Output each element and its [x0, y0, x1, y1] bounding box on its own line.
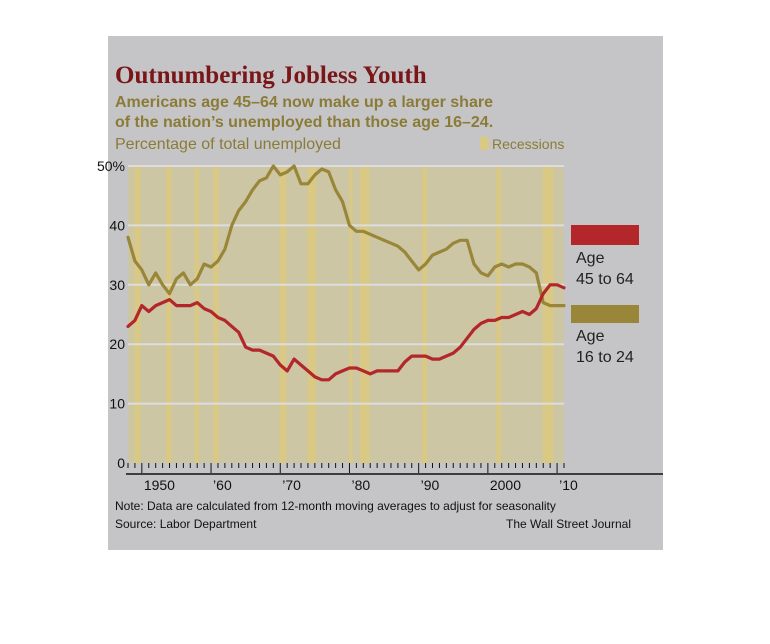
x-tick-label: ’10 [559, 477, 578, 493]
recession-band-1 [166, 166, 172, 463]
chart-subtitle-line2: of the nation’s unemployed than those age 16–24. [115, 114, 494, 131]
recession-band-8 [422, 166, 427, 463]
recession-band-6 [349, 166, 352, 463]
chart-source: Source: Labor Department [115, 517, 257, 531]
chart-credit: The Wall Street Journal [506, 517, 631, 531]
y-tick-label: 50% [96, 158, 125, 174]
legend-label-age-45-64-line2: 45 to 64 [576, 271, 634, 288]
recession-band-10 [543, 166, 554, 463]
legend-swatch-age-16-24 [571, 305, 639, 323]
legend-swatch-age-45-64 [571, 225, 639, 245]
y-tick-label: 0 [117, 455, 125, 471]
recession-band-7 [360, 166, 370, 463]
y-tick-label: 10 [109, 395, 125, 412]
x-tick-label: 1950 [143, 477, 175, 493]
y-tick-label: 30 [109, 276, 125, 293]
legend-label-age-16-24-line1: Age [576, 328, 605, 345]
recessions-legend-label: Recessions [492, 136, 565, 152]
x-tick-label: ’90 [420, 477, 440, 493]
x-tick-label: ’60 [213, 477, 232, 493]
legend-label-age-16-24-line2: 16 to 24 [576, 349, 634, 366]
y-tick-label: 20 [109, 336, 125, 353]
recession-band-9 [496, 166, 501, 463]
unit-label: Percentage of total unemployed [115, 136, 341, 153]
chart-panel [96, 36, 663, 550]
recession-band-4 [280, 166, 287, 463]
x-tick-label: 2000 [489, 477, 522, 493]
recession-band-5 [307, 166, 316, 463]
chart-title: Outnumbering Jobless Youth [115, 62, 427, 89]
chart-subtitle-line1: Americans age 45–64 now make up a larger share [115, 94, 493, 111]
x-tick-label: ’80 [351, 477, 371, 493]
x-tick-label: ’70 [282, 477, 301, 493]
recession-band-2 [194, 166, 199, 463]
recessions-legend-swatch [480, 137, 489, 150]
legend-label-age-45-64-line1: Age [576, 250, 605, 267]
y-tick-label: 40 [109, 217, 125, 234]
chart-note: Note: Data are calculated from 12-month moving averages to adjust for seasonality [115, 499, 556, 513]
chart-svg [96, 36, 663, 550]
